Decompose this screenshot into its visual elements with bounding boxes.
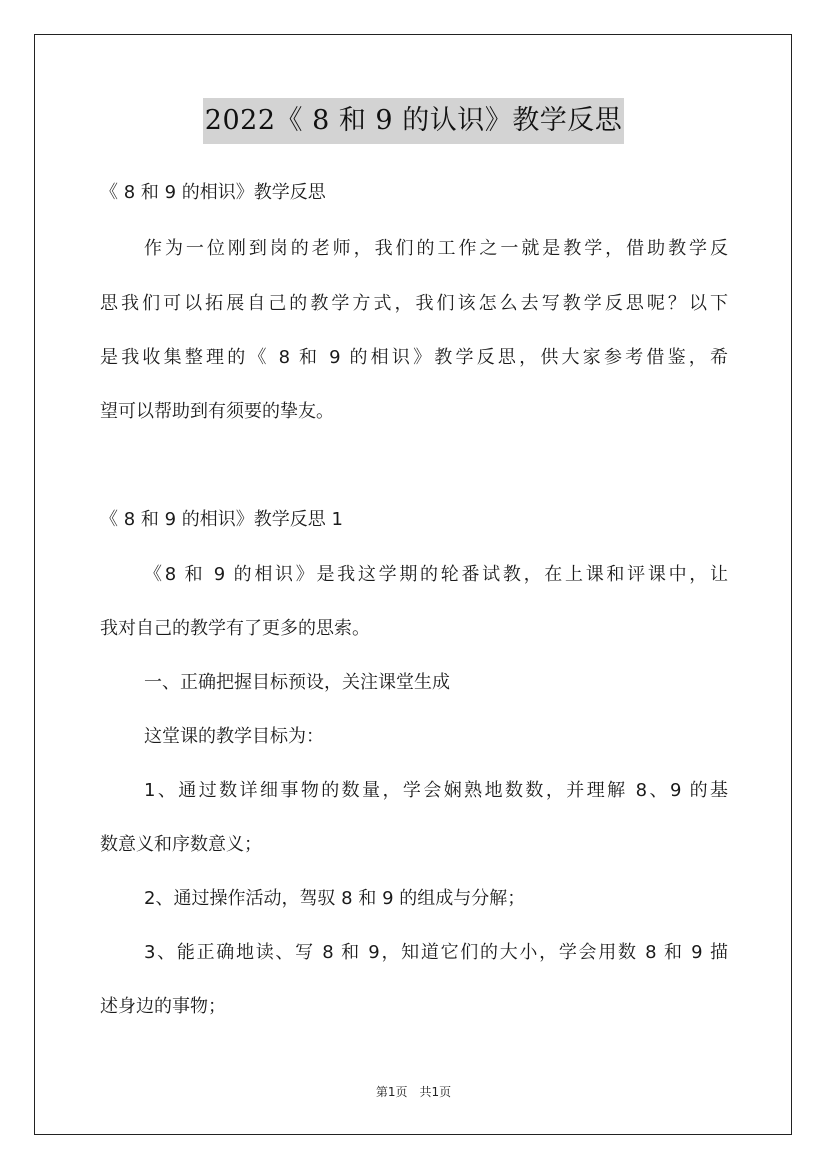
goals-heading: 这堂课的教学目标为： xyxy=(144,726,324,747)
goal-line-2: 数意义和序数意义； xyxy=(100,834,262,855)
page-total: 共1页 xyxy=(419,1085,452,1099)
intro-line-3: 是我收集整理的《 8 和 9 的相识》教学反思，供大家参考借鉴，希 xyxy=(100,347,728,368)
document-subtitle: 《 8 和 9 的相识》教学反思 xyxy=(100,182,326,203)
goal-line-3: 2、通过操作活动，驾驭 8 和 9 的组成与分解； xyxy=(144,888,526,909)
goal-line-5: 述身边的事物； xyxy=(100,996,226,1017)
page-number: 第1页 xyxy=(375,1085,408,1099)
document-title: 2022《 8 和 9 的认识》教学反思 xyxy=(203,98,624,144)
point-heading: 一、正确把握目标预设，关注课堂生成 xyxy=(144,672,450,693)
title-container xyxy=(0,98,827,144)
goal-line-1: 1、通过数详细事物的数量，学会娴熟地数数，并理解 8、9 的基 xyxy=(144,780,728,801)
section-intro-line-2: 我对自己的教学有了更多的思索。 xyxy=(100,618,370,639)
intro-line-1: 作为一位刚到岗的老师，我们的工作之一就是教学，借助教学反 xyxy=(144,238,728,259)
section-intro-line-1: 《8 和 9 的相识》是我这学期的轮番试教，在上课和评课中，让 xyxy=(144,564,728,585)
page-footer xyxy=(0,1084,827,1100)
section-heading: 《 8 和 9 的相识》教学反思 1 xyxy=(100,509,343,530)
intro-line-2: 思我们可以拓展自己的教学方式，我们该怎么去写教学反思呢？以下 xyxy=(100,293,728,314)
goal-line-4: 3、能正确地读、写 8 和 9，知道它们的大小，学会用数 8 和 9 描 xyxy=(144,942,728,963)
intro-line-4: 望可以帮助到有须要的挚友。 xyxy=(100,401,334,422)
